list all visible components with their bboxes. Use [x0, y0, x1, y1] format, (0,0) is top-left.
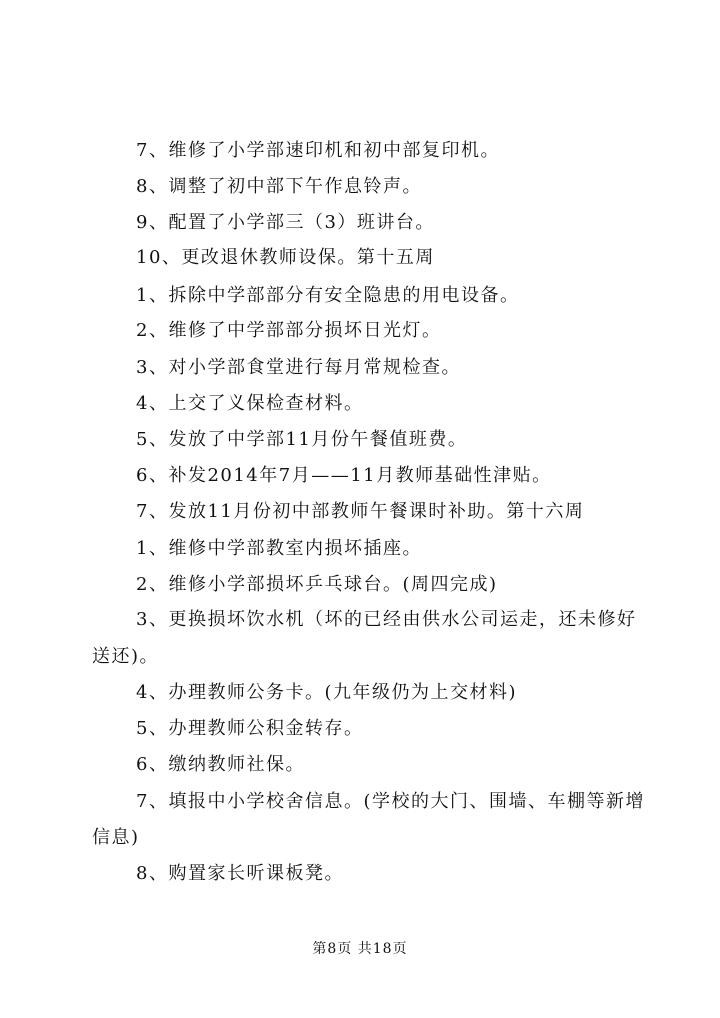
text-line: 9、配置了小学部三（3）班讲台。 [136, 212, 435, 233]
text-line: 8、调整了初中部下午作息铃声。 [136, 176, 422, 197]
text-line: 2、维修了中学部部分损坏日光灯。 [136, 320, 442, 341]
text-line: 7、填报中小学校舍信息。(学校的大门、围墙、车棚等新增 [136, 791, 645, 812]
text-line: 5、发放了中学部11月份午餐值班费。 [136, 429, 468, 450]
text-line: 10、更改退休教师设保。第十五周 [136, 247, 435, 268]
text-line: 5、办理教师公积金转存。 [136, 718, 364, 739]
text-line: 1、拆除中学部部分有安全隐患的用电设备。 [136, 285, 520, 306]
text-line: 6、补发2014年7月——11月教师基础性津贴。 [136, 465, 552, 486]
text-line: 4、上交了义保检查材料。 [136, 393, 364, 414]
page-number-footer: 第8页 共18页 [312, 941, 408, 957]
text-line: 1、维修中学部教室内损坏插座。 [136, 538, 422, 559]
text-line: 送还)。 [92, 646, 160, 667]
text-line: 2、维修小学部损坏乒乓球台。(周四完成) [136, 574, 498, 595]
text-line: 4、办理教师公务卡。(九年级仍为上交材料) [136, 682, 517, 703]
text-line: 8、购置家长听课板凳。 [136, 863, 344, 884]
text-line: 7、发放11月份初中部教师午餐课时补助。第十六周 [136, 501, 585, 522]
text-line: 3、更换损坏饮水机（坏的已经由供水公司运走，还未修好 [136, 609, 637, 630]
text-line: 7、维修了小学部速印机和初中部复印机。 [136, 140, 500, 161]
text-line: 3、对小学部食堂进行每月常规检查。 [136, 357, 461, 378]
text-line: 信息) [92, 827, 140, 848]
text-line: 6、缴纳教师社保。 [136, 754, 305, 775]
